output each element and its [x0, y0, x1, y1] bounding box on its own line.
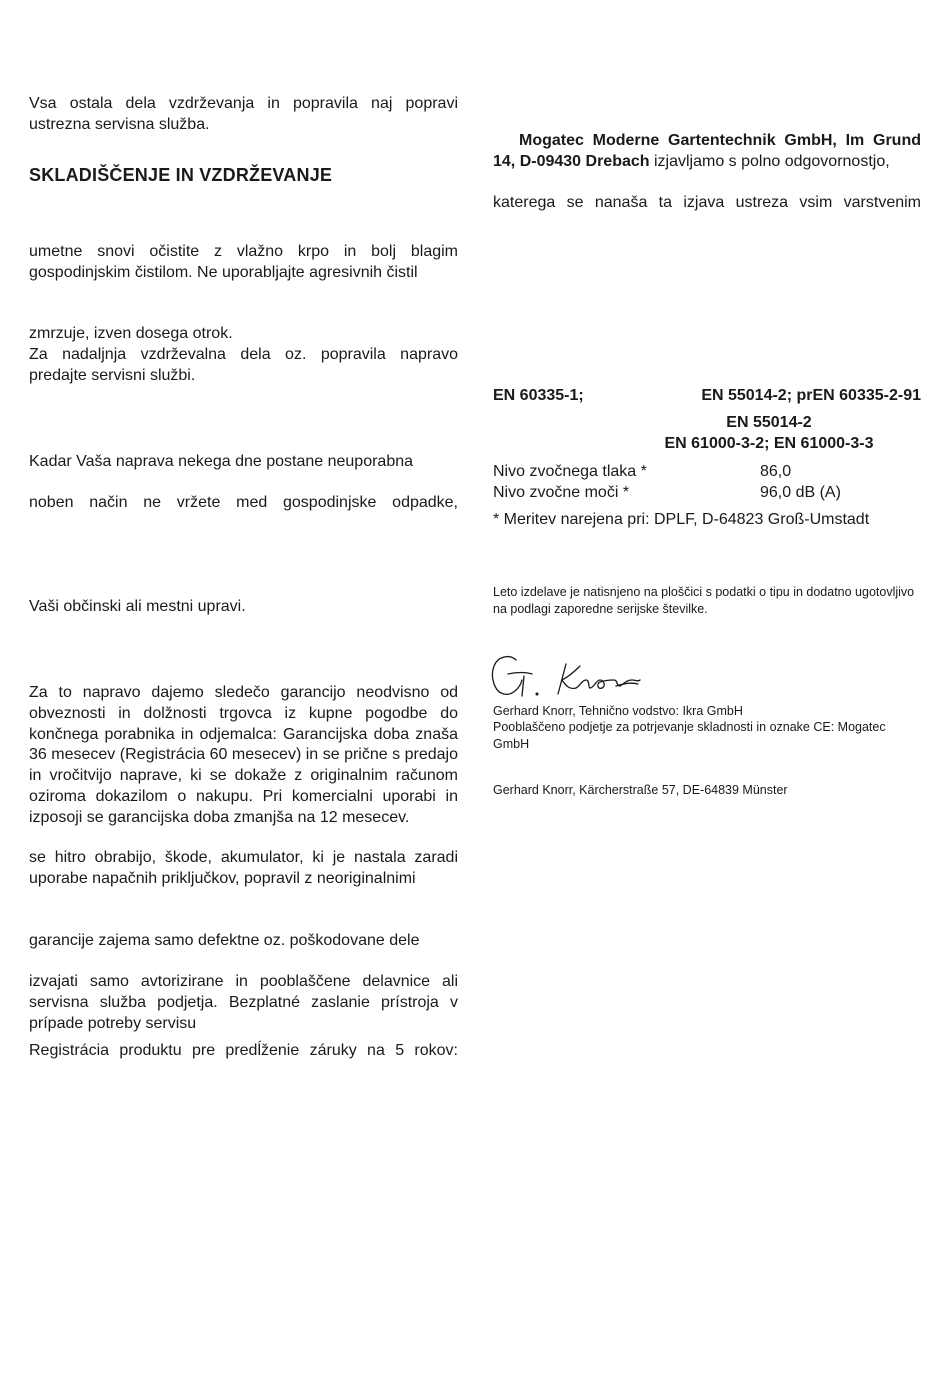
disposal-paragraph: Kadar Vaša naprava nekega dne postane neuporabna	[29, 453, 414, 470]
signature-image	[490, 650, 650, 702]
signature-drawing	[490, 650, 650, 702]
standards-line-3: EN 61000-3-2; EN 61000-3-3	[664, 435, 874, 452]
authorized-company-line: Pooblaščeno podjetje za potrjevanje skladnosti in oznake CE: Mogatec GmbH	[493, 720, 886, 751]
standards-block	[493, 386, 921, 407]
standard-en60335-1: EN 60335-1;	[493, 387, 584, 404]
declaration-paragraph	[493, 131, 921, 173]
disposal-household-line: noben način ne vržete med gospodinjske odpadke,	[29, 494, 458, 511]
declaration-text: izjavljamo s polno odgovornostjo,	[649, 152, 890, 170]
production-year-note: Leto izdelave je natisnjeno na ploščici s podatki o tipu in dodatno ugotovljivo na podlagi zaporedne serijske številke.	[493, 585, 915, 616]
registration-line: Registrácia produktu pre predĺženie záruky na 5 rokov:	[29, 1042, 458, 1059]
storage-paragraph	[29, 324, 458, 386]
warranty-paragraph: Za to napravo dajemo sledečo garancijo neodvisno od obveznosti in dolžnosti trgovca iz kupne pogodbe do končnega porabnika in odjemalca: Garancijska doba znaša 36 mesecev (Registrácia 60 mesecev) in se prične s predajo in vročitvijo naprave, ki se dokaže z originalnim računom oziroma dokazilom o nakupu. Pri komercialni uporabi in izposoji se garancijska doba zmanjša na 12 mesecev.	[29, 684, 458, 826]
measurement-note: * Meritev narejena pri: DPLF, D-64823 Groß-Umstadt	[493, 511, 870, 528]
warranty-scope-line: garancije zajema samo defektne oz. poškodovane dele	[29, 932, 420, 949]
noise-table	[493, 462, 921, 504]
signer-line: Gerhard Knorr, Tehnično vodstvo: Ikra GmbH	[493, 704, 743, 718]
company-name: Mogatec Moderne Gartentechnik GmbH, Im Grund 14, D-09430 Drebach	[493, 132, 921, 170]
noise-row-power	[493, 483, 921, 504]
cleaning-paragraph: umetne snovi očistite z vlažno krpo in bolj blagim gospodinjskim čistilom. Ne uporabljajte agresivnih čistil	[29, 243, 458, 281]
storage-line: zmrzuje, izven dosega otrok.	[29, 325, 233, 342]
standard-en55014-prEN: EN 55014-2; prEN 60335-2-91	[701, 387, 921, 404]
maintenance-paragraph: Vsa ostala dela vzdrževanja in popravila naj popravi ustrezna servisna služba.	[29, 95, 458, 133]
conformity-line: katerega se nanaša ta izjava ustreza vsim varstvenim	[493, 194, 921, 211]
noise-label: Nivo zvočne moči *	[493, 483, 630, 501]
address-line: Gerhard Knorr, Kärcherstraße 57, DE-64839 Münster	[493, 783, 788, 797]
authorized-service-paragraph: izvajati samo avtorizirane in pooblaščene delavnice ali servisna služba podjetja. Bezplatné zaslanie prístroja v prípade potreby servisu	[29, 973, 458, 1032]
standards-line-2: EN 55014-2	[726, 414, 812, 431]
section-heading-storage: SKLADIŠČENJE IN VZDRŽEVANJE	[29, 165, 333, 185]
noise-label: Nivo zvočnega tlaka *	[493, 463, 647, 480]
municipal-line: Vaši občinski ali mestni upravi.	[29, 598, 246, 615]
noise-value: 96,0 dB (A)	[760, 483, 841, 501]
warranty-exclusions-paragraph: se hitro obrabijo, škode, akumulator, ki je nastala zaradi uporabe napačnih priključkov, popravil z neoriginalnimi	[29, 849, 458, 887]
noise-value: 86,0	[760, 463, 792, 480]
service-line: Za nadaljnja vzdrževalna dela oz. popravila napravo predajte servisni službi.	[29, 345, 458, 384]
noise-row-pressure	[493, 462, 921, 483]
